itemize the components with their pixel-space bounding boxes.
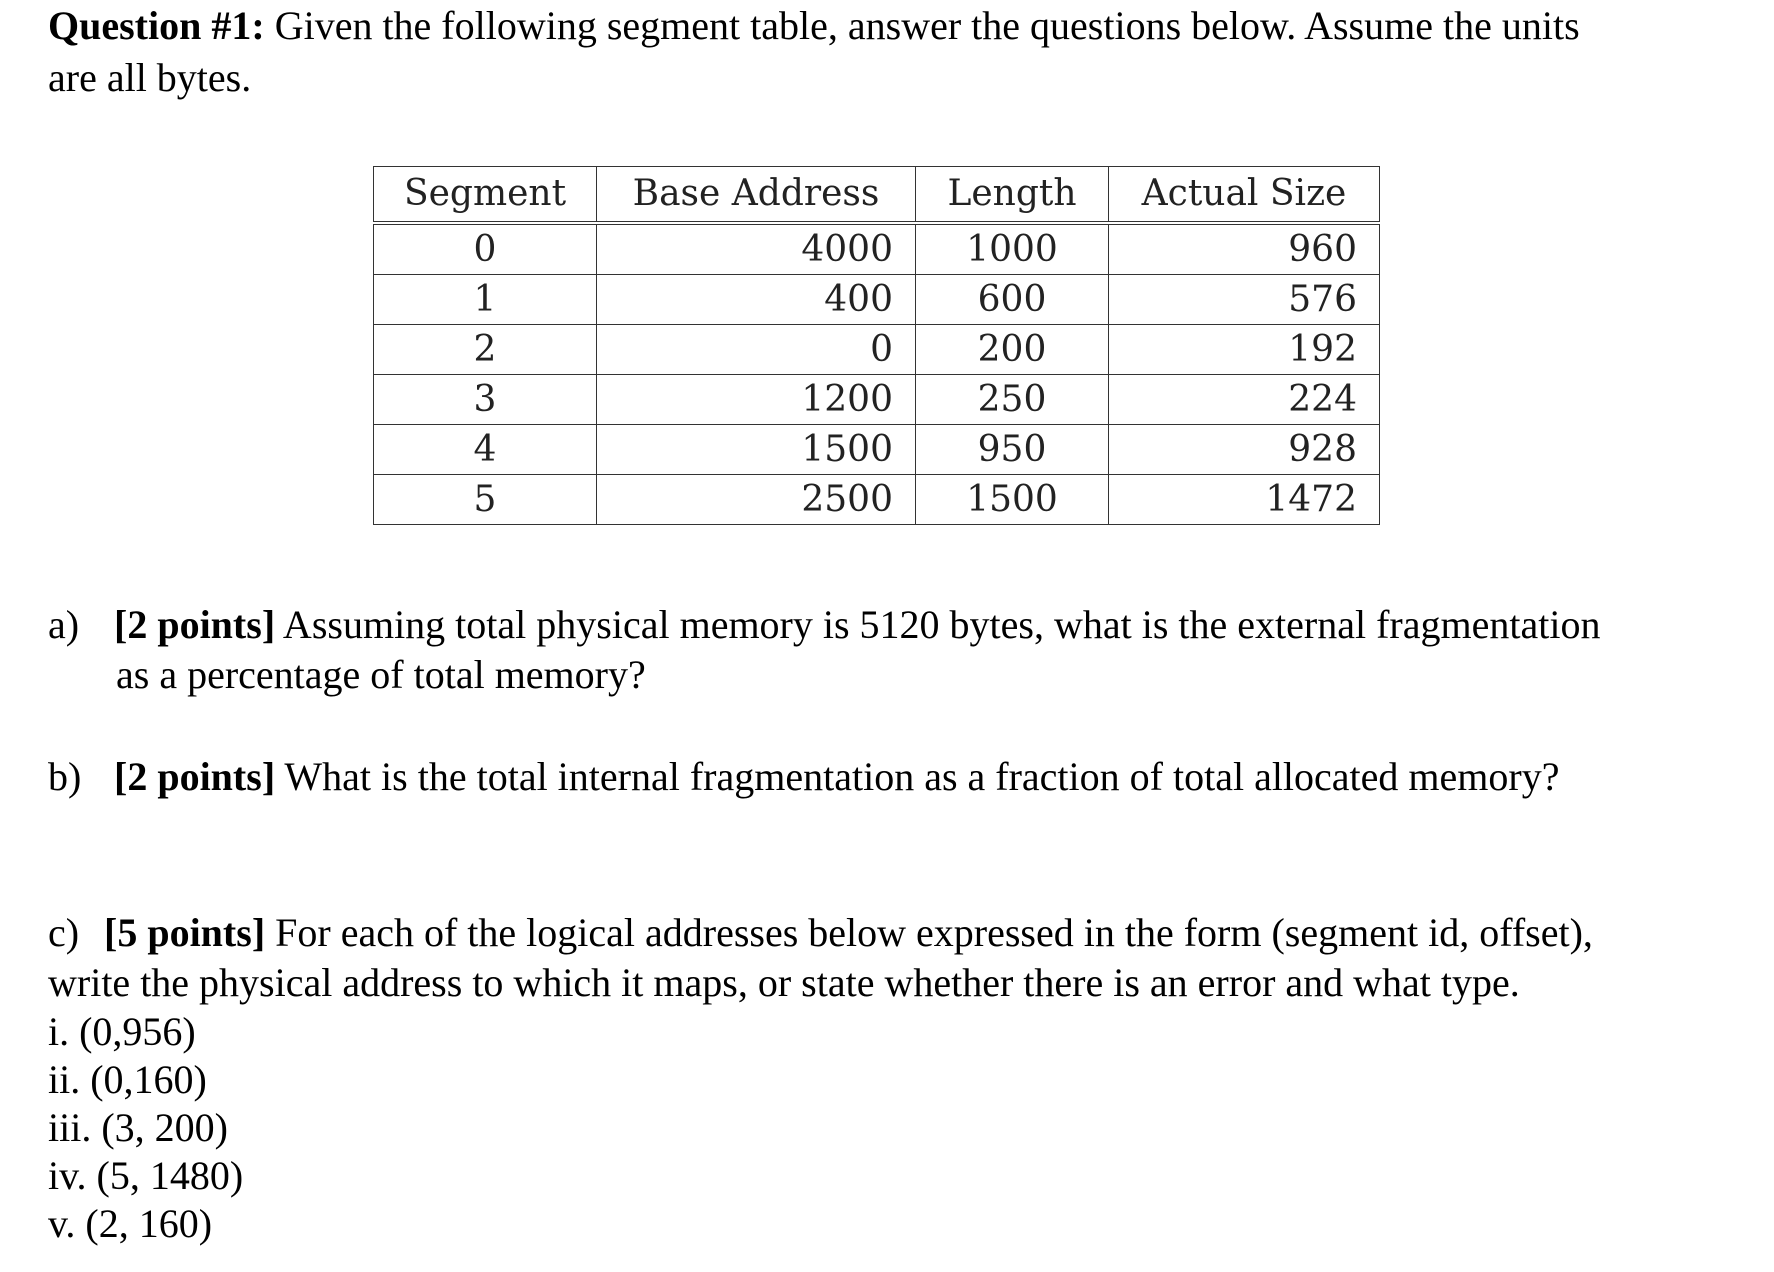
cell-actual-size: 192 <box>1109 325 1380 375</box>
cell-actual-size: 928 <box>1109 425 1380 475</box>
part-b-line-1 <box>48 752 1768 802</box>
cell-segment: 2 <box>374 325 597 375</box>
cell-length: 1000 <box>916 223 1109 275</box>
part-c-text-2: write the physical address to which it maps, or state whether there is an error and what type. <box>48 960 1520 1005</box>
cell-base-address: 1500 <box>597 425 916 475</box>
intro-text-line-1: Given the following segment table, answer the questions below. Assume the units <box>274 3 1580 48</box>
question-heading <box>48 0 1748 104</box>
part-a-label: a) <box>48 602 80 647</box>
part-a-points: [2 points] <box>114 602 276 647</box>
part-b-points: [2 points] <box>114 754 276 799</box>
header-segment: Segment <box>374 167 597 224</box>
table-row <box>374 325 1380 375</box>
list-item: i. (0,956) <box>48 1009 196 1054</box>
header-actual-size: Actual Size <box>1109 167 1380 224</box>
cell-base-address: 2500 <box>597 475 916 525</box>
table-row <box>374 275 1380 325</box>
table-row <box>374 425 1380 475</box>
heading-line-1 <box>48 0 1748 52</box>
part-a-line-1 <box>48 600 1768 650</box>
table-row <box>374 475 1380 525</box>
cell-length: 200 <box>916 325 1109 375</box>
part-c-points: [5 points] <box>104 910 266 955</box>
cell-length: 600 <box>916 275 1109 325</box>
cell-actual-size: 1472 <box>1109 475 1380 525</box>
cell-segment: 5 <box>374 475 597 525</box>
part-a <box>48 600 1768 700</box>
table-row <box>374 375 1380 425</box>
cell-actual-size: 576 <box>1109 275 1380 325</box>
list-item: v. (2, 160) <box>48 1201 213 1246</box>
cell-segment: 4 <box>374 425 597 475</box>
cell-base-address: 0 <box>597 325 916 375</box>
part-a-text-1: Assuming total physical memory is 5120 bytes, what is the external fragmentation <box>275 602 1601 647</box>
list-item: iv. (5, 1480) <box>48 1153 244 1198</box>
table-row <box>374 223 1380 275</box>
header-length: Length <box>916 167 1109 224</box>
header-base-address: Base Address <box>597 167 916 224</box>
cell-base-address: 400 <box>597 275 916 325</box>
segment-table <box>373 166 1380 525</box>
part-c-text-1: For each of the logical addresses below expressed in the form (segment id, offset), <box>265 910 1593 955</box>
cell-base-address: 4000 <box>597 223 916 275</box>
cell-length: 1500 <box>916 475 1109 525</box>
cell-segment: 3 <box>374 375 597 425</box>
address-list <box>48 1008 243 1248</box>
list-item: ii. (0,160) <box>48 1057 207 1102</box>
part-c <box>48 908 1768 1008</box>
part-c-line-1 <box>48 908 1768 958</box>
cell-actual-size: 224 <box>1109 375 1380 425</box>
cell-base-address: 1200 <box>597 375 916 425</box>
cell-actual-size: 960 <box>1109 223 1380 275</box>
list-item: iii. (3, 200) <box>48 1105 228 1150</box>
part-b-text: What is the total internal fragmentation as a fraction of total allocated memory? <box>275 754 1560 799</box>
table-header-row <box>374 167 1380 224</box>
cell-length: 250 <box>916 375 1109 425</box>
part-b <box>48 752 1768 802</box>
cell-length: 950 <box>916 425 1109 475</box>
part-a-text-2: as a percentage of total memory? <box>116 652 646 697</box>
intro-text-line-2: are all bytes. <box>48 55 252 100</box>
part-b-label: b) <box>48 754 82 799</box>
question-number: Question #1: <box>48 3 265 48</box>
part-c-label: c) <box>48 910 80 955</box>
cell-segment: 1 <box>374 275 597 325</box>
cell-segment: 0 <box>374 223 597 275</box>
